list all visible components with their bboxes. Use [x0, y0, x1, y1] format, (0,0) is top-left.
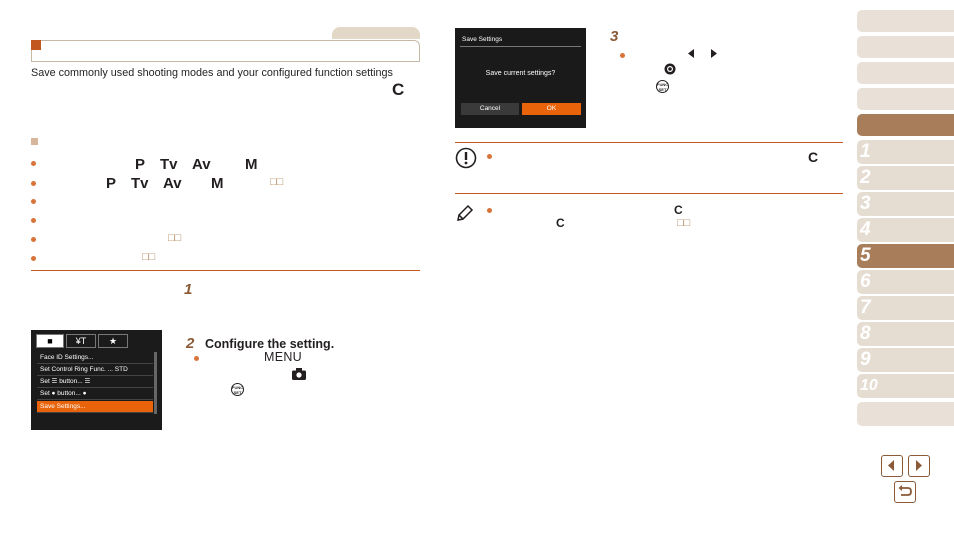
tools-tab-icon: ¥T [66, 334, 96, 348]
mode-p: P [106, 175, 117, 192]
nav-contents-button[interactable] [857, 36, 954, 58]
control-dial-icon [664, 63, 676, 75]
nav-section-button[interactable] [857, 114, 954, 136]
return-button[interactable] [894, 481, 916, 503]
page-reference-icon[interactable]: □□ [677, 217, 691, 229]
menu-item-face-id: Face ID Settings... [37, 352, 153, 364]
page-reference-icon[interactable]: □□ [168, 232, 182, 244]
mode-tv: Tv [160, 156, 178, 173]
func-set-button-icon: FUNC SET [232, 385, 244, 395]
camera-menu-tabs [36, 334, 153, 348]
left-arrow-key-icon [688, 49, 694, 58]
dialog-question: Save current settings? [485, 70, 556, 77]
nav-chapter-10[interactable]: 10 [857, 374, 954, 398]
caution-bottom-rule [455, 193, 843, 194]
camera-menu-screenshot [31, 330, 162, 430]
custom-mode-c-glyph: C [392, 80, 405, 99]
page-reference-icon[interactable]: □□ [142, 251, 156, 263]
section-rule [31, 270, 420, 271]
dialog-cancel-button: Cancel [461, 103, 519, 115]
custom-mode-c-glyph: C [556, 216, 565, 230]
dialog-title-divider [460, 46, 581, 47]
nav-chapter-8[interactable]: 8 [857, 322, 954, 346]
nav-basics-button[interactable] [857, 62, 954, 84]
left-arrow-icon [882, 456, 901, 475]
intro-text: Save commonly used shooting modes and your configured function settings [31, 67, 393, 79]
custom-mode-c-glyph: C [674, 203, 683, 217]
nav-chapter-7[interactable]: 7 [857, 296, 954, 320]
list-bullet [31, 237, 36, 242]
menu-item-control-ring: Set Control Ring Func. ... STD [37, 364, 153, 376]
nav-chapter-4[interactable]: 4 [857, 218, 954, 242]
section-tab [332, 27, 420, 39]
page-reference-icon[interactable]: □□ [270, 176, 284, 188]
menu-button-label: MENU [264, 350, 303, 364]
mode-m: M [245, 156, 258, 173]
nav-index-button[interactable] [857, 402, 954, 426]
step-1-number: 1 [184, 281, 193, 298]
menu-scrollbar [154, 352, 157, 414]
step-3-number: 3 [610, 28, 619, 45]
right-arrow-icon [909, 456, 928, 475]
func-set-button-icon: FUNC SET [657, 82, 669, 92]
note-pencil-icon [455, 203, 475, 223]
list-bullet [31, 161, 36, 166]
nav-chapter-6[interactable]: 6 [857, 270, 954, 294]
right-arrow-key-icon [711, 49, 717, 58]
nav-chapter-9[interactable]: 9 [857, 348, 954, 372]
list-bullet [31, 181, 36, 186]
next-page-button[interactable] [908, 455, 930, 477]
return-arrow-icon [895, 482, 914, 501]
menu-item-save-settings: Save Settings... [37, 401, 153, 413]
list-bullet [620, 53, 625, 58]
previous-page-button[interactable] [881, 455, 903, 477]
mode-tv: Tv [131, 175, 149, 192]
save-settings-dialog-screenshot [455, 28, 586, 128]
subsection-marker [31, 138, 38, 145]
nav-guide-button[interactable] [857, 88, 954, 110]
menu-item-set-movie-button: Set ● button... ● [37, 388, 153, 400]
section-header-box [31, 40, 420, 62]
list-bullet [31, 199, 36, 204]
mode-av: Av [192, 156, 211, 173]
list-bullet [487, 154, 492, 159]
nav-cover-button[interactable] [857, 10, 954, 32]
star-tab-icon: ★ [98, 334, 128, 348]
nav-chapter-1[interactable]: 1 [857, 140, 954, 164]
list-bullet [487, 208, 492, 213]
menu-item-set-button: Set ☰ button... ☰ [37, 376, 153, 388]
mode-m: M [211, 175, 224, 192]
nav-chapter-5[interactable]: 5 [857, 244, 954, 268]
mode-av: Av [163, 175, 182, 192]
step-2-number: 2 [186, 335, 195, 352]
caution-icon [455, 147, 477, 169]
dialog-ok-button: OK [522, 103, 581, 115]
list-bullet [31, 218, 36, 223]
list-bullet [31, 256, 36, 261]
step-2-title: Configure the setting. [205, 337, 335, 351]
camera-tab-icon: ■ [36, 334, 64, 348]
nav-chapter-3[interactable]: 3 [857, 192, 954, 216]
section-header-marker [31, 40, 41, 50]
camera-icon [292, 368, 306, 380]
mode-p: P [135, 156, 146, 173]
custom-mode-c-glyph: C [808, 149, 819, 165]
caution-top-rule [455, 142, 843, 143]
dialog-title: Save Settings [462, 36, 503, 43]
list-bullet [194, 356, 199, 361]
nav-chapter-2[interactable]: 2 [857, 166, 954, 190]
